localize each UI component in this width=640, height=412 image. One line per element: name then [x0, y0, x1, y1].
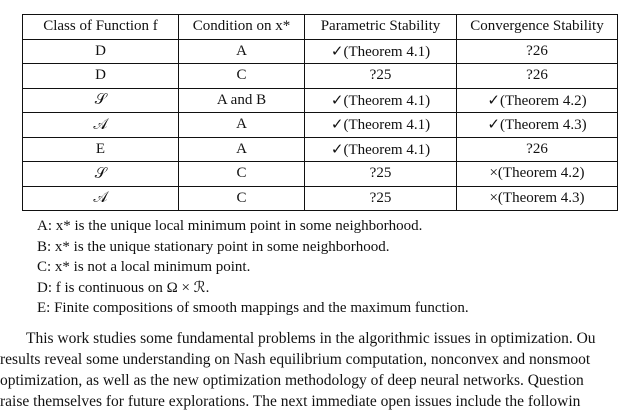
table-cell: ?26 — [457, 64, 618, 89]
table-header-row — [23, 15, 618, 40]
paragraph-line: This work studies some fundamental problems in the algorithmic issues in optimization. Ou — [26, 330, 596, 347]
table-cell: C — [179, 64, 305, 89]
table-row — [23, 88, 618, 113]
body-paragraph — [0, 328, 638, 412]
note-a: A: x* is the unique local minimum point in some neighborhood. — [37, 218, 423, 234]
table-cell: ?26 — [457, 137, 618, 162]
table-row — [23, 113, 618, 138]
paragraph-line: results reveal some understanding on Nash equilibrium computation, nonconvex and nonsmoot — [0, 351, 591, 368]
table-cell: ✓(Theorem 4.1) — [305, 137, 457, 162]
table-cell: ✓(Theorem 4.2) — [457, 88, 618, 113]
table-notes — [37, 216, 627, 319]
table-cell: 𝒜 — [23, 186, 179, 211]
table-cell: 𝒮 — [23, 88, 179, 113]
table-cell: ✓(Theorem 4.1) — [305, 88, 457, 113]
header-cell: Condition on x* — [179, 15, 305, 40]
table-cell: C — [179, 162, 305, 187]
table-cell: ?25 — [305, 64, 457, 89]
table-cell: ?26 — [457, 39, 618, 64]
table-row — [23, 186, 618, 211]
table-cell: 𝒮 — [23, 162, 179, 187]
header-cell: Convergence Stability — [457, 15, 618, 40]
table-cell: ?25 — [305, 162, 457, 187]
table-cell: D — [23, 39, 179, 64]
table-row — [23, 137, 618, 162]
note-d: D: f is continuous on Ω × ℛ. — [37, 279, 210, 296]
table-cell: ×(Theorem 4.2) — [457, 162, 618, 187]
header-cell: Class of Function f — [23, 15, 179, 40]
table-cell: ?25 — [305, 186, 457, 211]
stability-table — [22, 14, 618, 211]
table-cell: A — [179, 137, 305, 162]
table-cell: ✓(Theorem 4.1) — [305, 113, 457, 138]
note-c: C: x* is not a local minimum point. — [37, 259, 251, 276]
table-row — [23, 162, 618, 187]
table-cell: A — [179, 39, 305, 64]
header-cell: Parametric Stability — [305, 15, 457, 40]
paragraph-line: raise themselves for future explorations. The next immediate open issues include the followin — [0, 393, 581, 410]
note-e: E: Finite compositions of smooth mappings and the maximum function. — [37, 300, 469, 317]
table-cell: C — [179, 186, 305, 211]
table-cell: ✓(Theorem 4.1) — [305, 39, 457, 64]
table-row — [23, 64, 618, 89]
table-cell: A — [179, 113, 305, 138]
table-cell: A and B — [179, 88, 305, 113]
table-cell: ✓(Theorem 4.3) — [457, 113, 618, 138]
note-b: B: x* is the unique stationary point in some neighborhood. — [37, 238, 390, 255]
paragraph-line: optimization, as well as the new optimization methodology of deep neural networks. Question — [0, 372, 584, 389]
table-cell: ×(Theorem 4.3) — [457, 186, 618, 211]
table-cell: 𝒜 — [23, 113, 179, 138]
table-row — [23, 39, 618, 64]
table-cell: D — [23, 64, 179, 89]
table-cell: E — [23, 137, 179, 162]
